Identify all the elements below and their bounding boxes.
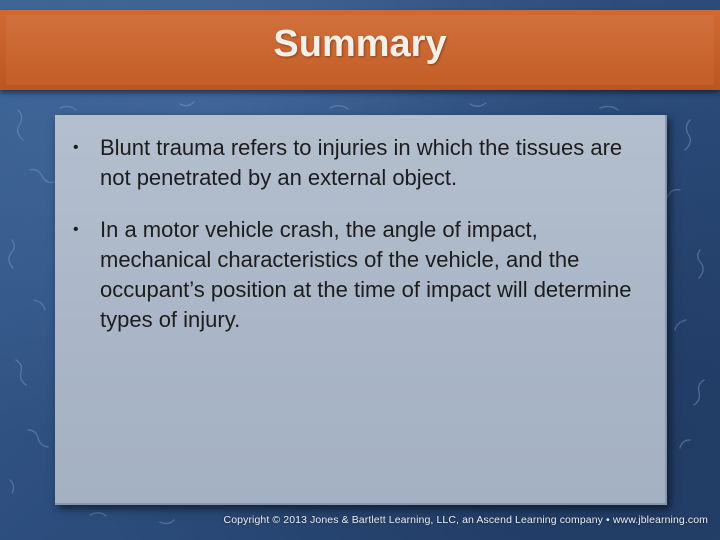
bullet-item: [55, 133, 655, 193]
bullet-dot: •: [73, 221, 79, 238]
bullet-text: Blunt trauma refers to injuries in which the tissues are not penetrated by an external object.: [100, 135, 623, 190]
content-panel: [55, 115, 667, 505]
copyright-footer: Copyright © 2013 Jones & Bartlett Learning, LLC, an Ascend Learning company • www.jblearning.com: [223, 514, 708, 526]
bullet-text: In a motor vehicle crash, the angle of impact, mechanical characteristics of the vehicle, and the occupant’s position at the time of impact will determine types of injury.: [100, 217, 632, 332]
bullet-item: [55, 215, 655, 335]
bullet-list: [55, 133, 655, 357]
bullet-dot: •: [73, 139, 79, 156]
slide-title: Summary: [273, 23, 447, 65]
